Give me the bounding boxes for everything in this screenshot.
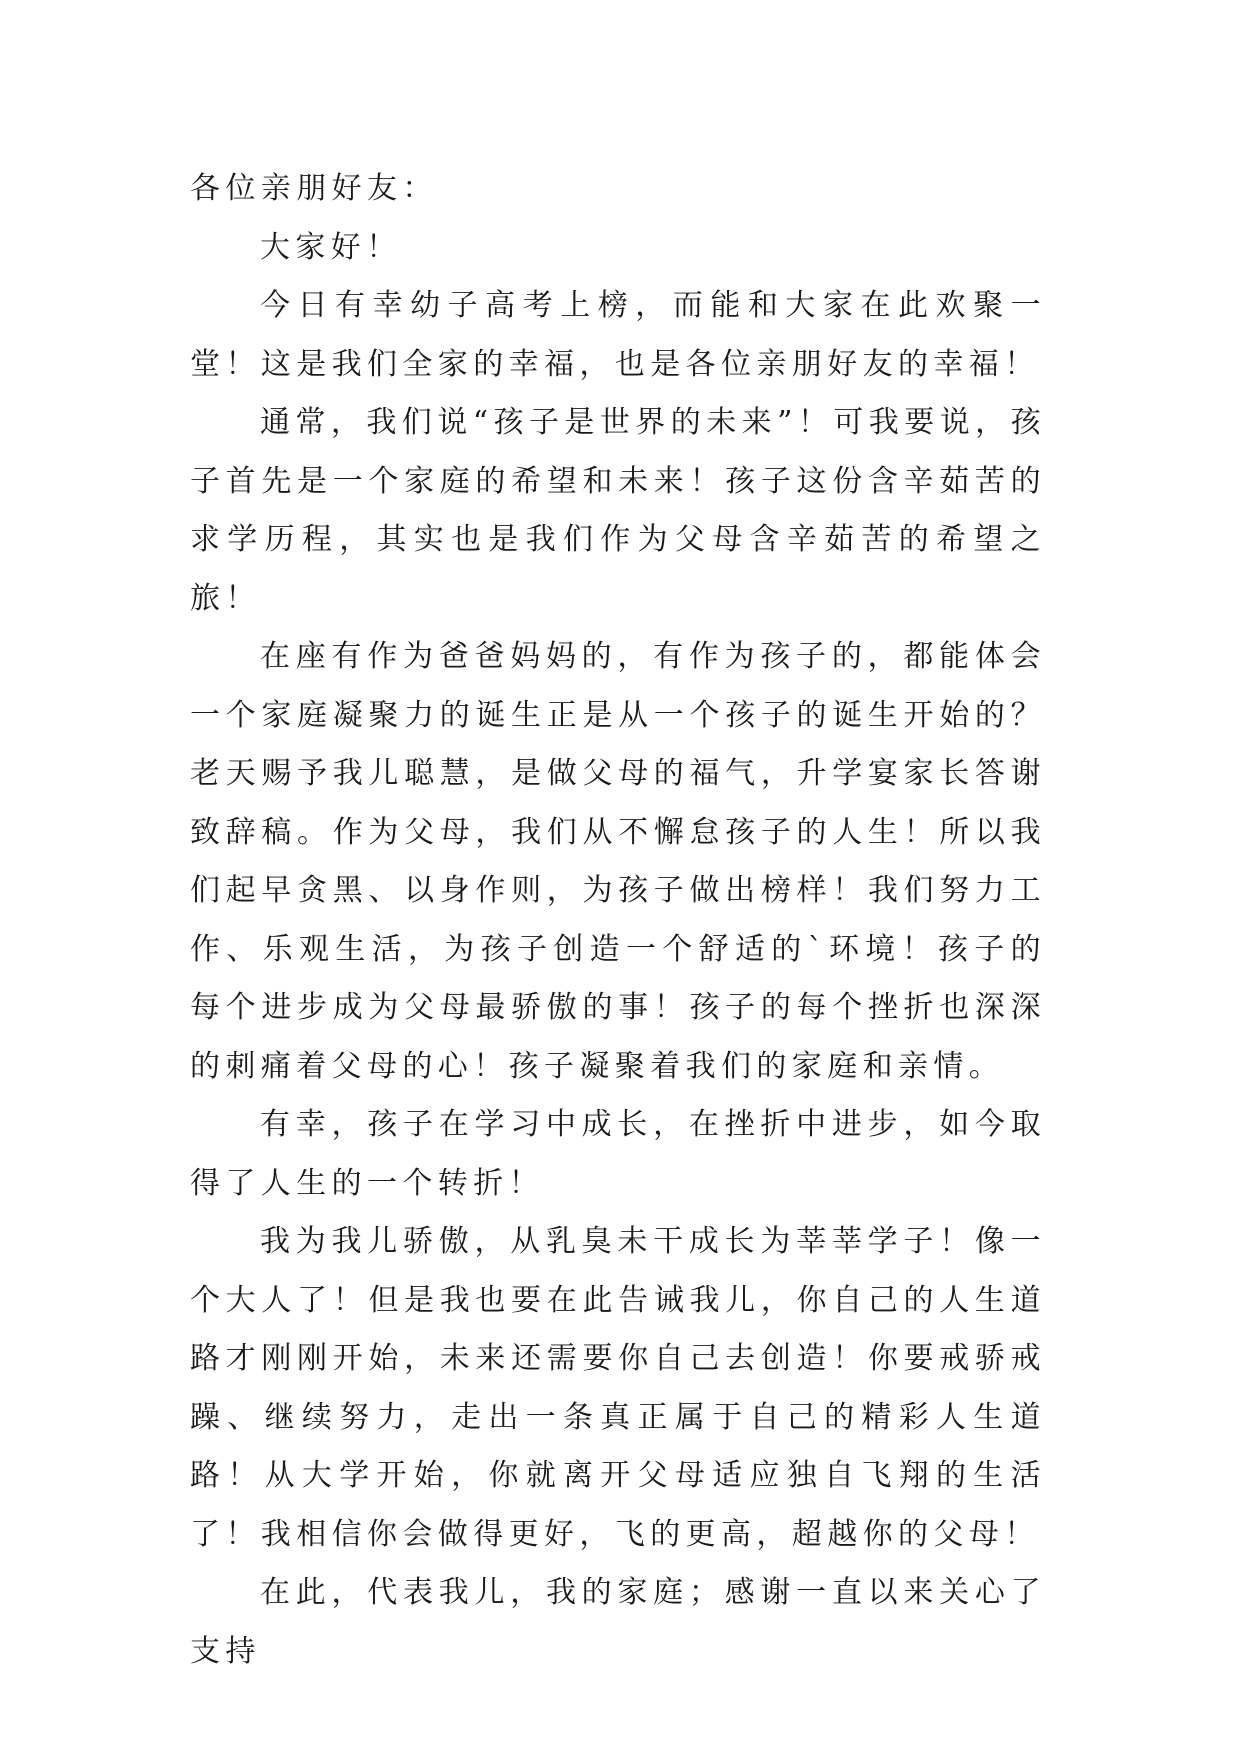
paragraph: 在座有作为爸爸妈妈的，有作为孩子的，都能体会一个家庭凝聚力的诞生正是从一个孩子的诞生开始的？老天赐予我儿聪慧，是做父母的福气，升学宴家长答谢致辞稿。作为父母，我们从不懈怠孩子的人生！所以我们起早贪黑、以身作则，为孩子做出榜样！我们努力工作、乐观生活，为孩子创造一个舒适的`环境！孩子的每个进步成为父母最骄傲的事！孩子的每个挫折也深深的刺痛着父母的心！孩子凝聚着我们的家庭和亲情。	[190, 639, 1046, 1084]
paragraph: 在此，代表我儿，我的家庭；感谢一直以来关心了支持	[190, 1575, 1046, 1669]
salutation: 各位亲朋好友：	[190, 171, 438, 206]
paragraph: 今日有幸幼子高考上榜，而能和大家在此欢聚一堂！这是我们全家的幸福，也是各位亲朋好友的幸福！	[190, 288, 1046, 382]
paragraph-greeting: 大家好！	[260, 229, 402, 265]
document-body	[190, 160, 1046, 1681]
paragraph: 通常，我们说“孩子是世界的未来”！可我要说，孩子首先是一个家庭的希望和未来！孩子这份含辛茹苦的求学历程，其实也是我们作为父母含辛茹苦的希望之旅！	[190, 405, 1046, 616]
paragraph: 有幸，孩子在学习中成长，在挫折中进步，如今取得了人生的一个转折！	[190, 1107, 1046, 1201]
paragraph: 我为我儿骄傲，从乳臭未干成长为莘莘学子！像一个大人了！但是我也要在此告诫我儿，你自己的人生道路才刚刚开始，未来还需要你自己去创造！你要戒骄戒躁、继续努力，走出一条真正属于自己的精彩人生道路！从大学开始，你就离开父母适应独自飞翔的生活了！我相信你会做得更好，飞的更高，超越你的父母！	[190, 1224, 1046, 1552]
